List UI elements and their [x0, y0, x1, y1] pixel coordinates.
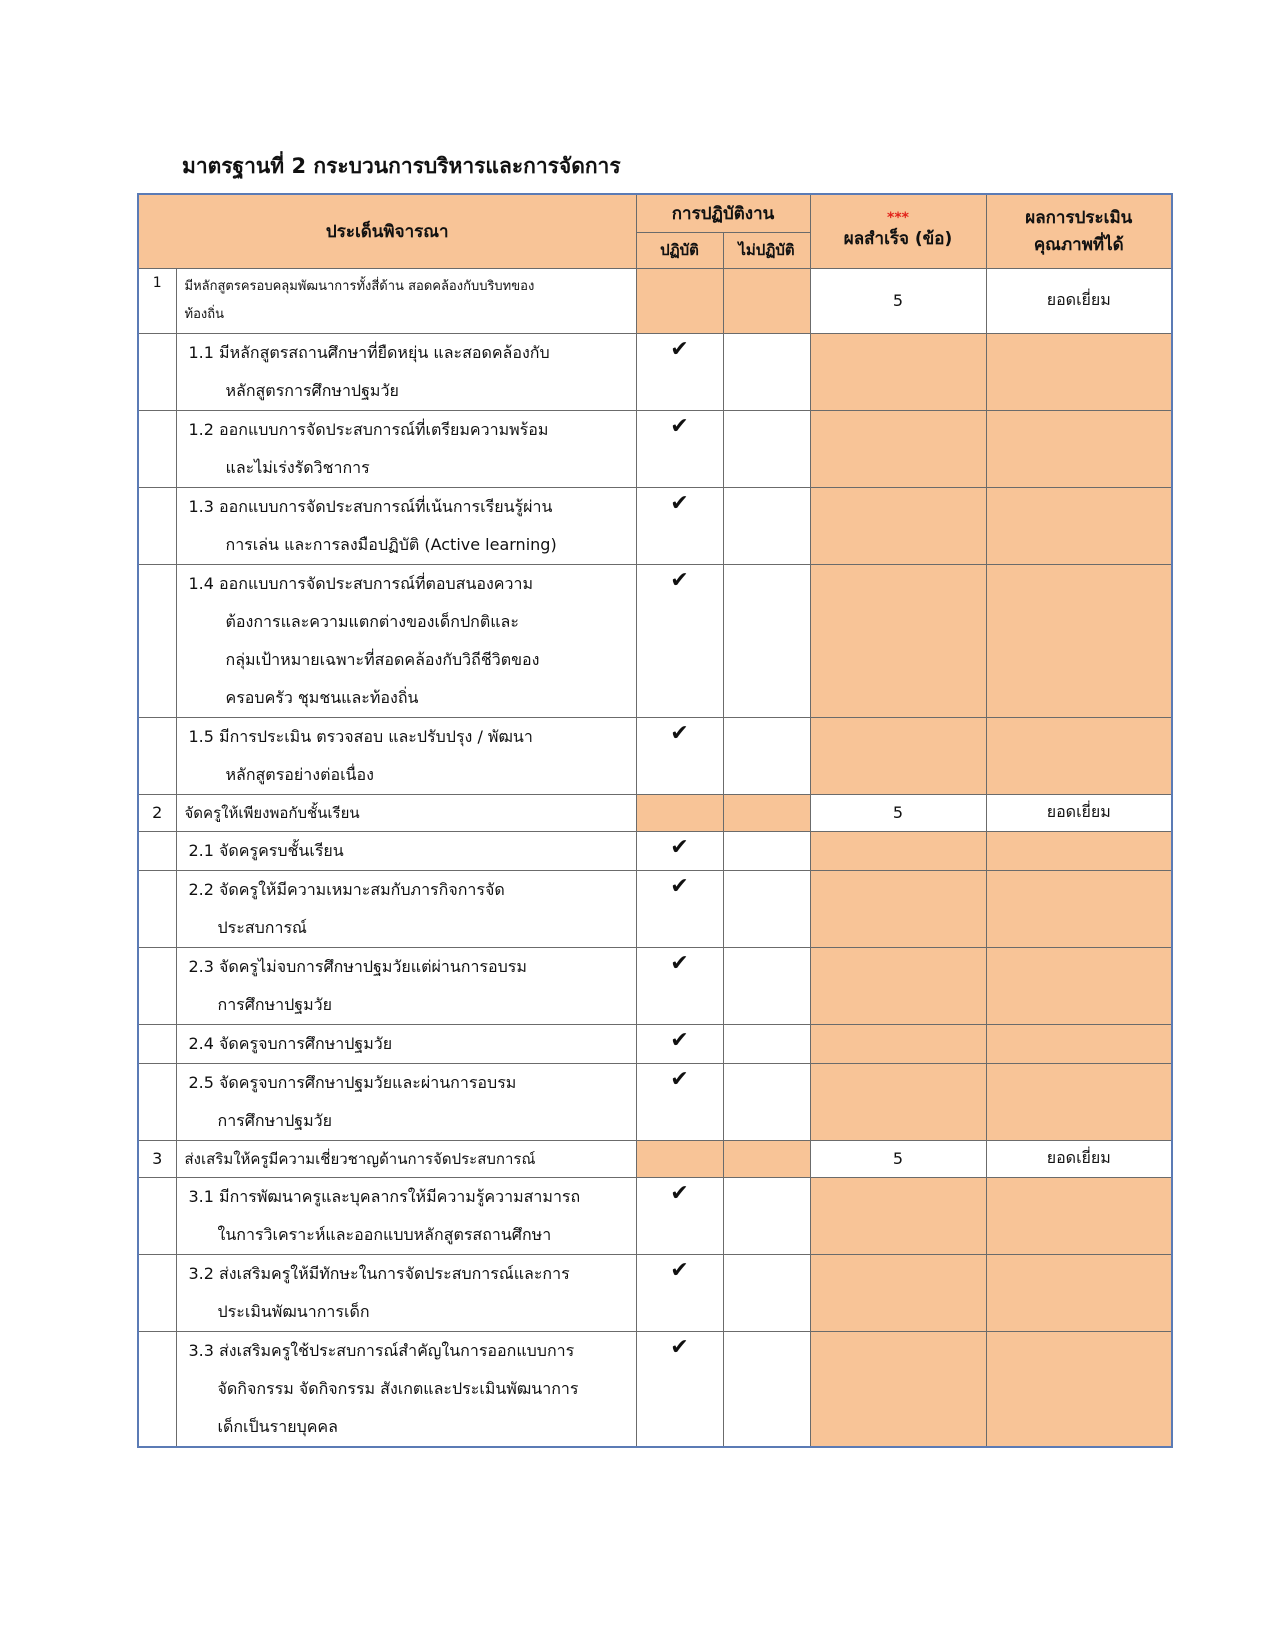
not-practice-cell — [723, 564, 810, 717]
check-mark-icon: ✔ — [636, 1254, 723, 1331]
section-number: 1 — [138, 268, 176, 333]
item-text — [176, 1331, 636, 1447]
quality-cell — [986, 487, 1172, 564]
table-row-section — [138, 1140, 1172, 1177]
empty-number-cell — [138, 564, 176, 717]
item-text-line: การเล่น และการลงมือปฏิบัติ (Active learning) — [225, 534, 557, 554]
not-practice-cell — [723, 410, 810, 487]
item-text — [176, 870, 636, 947]
item-text-line: 3.1 มีการพัฒนาครูและบุคลากรให้มีความรู้ความสามารถ — [188, 1186, 581, 1206]
not-practice-cell — [723, 831, 810, 870]
result-value: 5 — [810, 794, 986, 831]
header-consider: ประเด็นพิจารณา — [138, 194, 636, 268]
not-practice-cell — [723, 870, 810, 947]
table-row-item — [138, 564, 1172, 717]
section-title — [176, 794, 636, 831]
result-cell — [810, 831, 986, 870]
practice-cell — [636, 794, 723, 831]
empty-number-cell — [138, 1063, 176, 1140]
result-cell — [810, 1331, 986, 1447]
check-mark-icon: ✔ — [636, 717, 723, 794]
empty-number-cell — [138, 1254, 176, 1331]
section-title-line: ท้องถิ่น — [184, 306, 224, 322]
empty-number-cell — [138, 831, 176, 870]
item-text-line: 1.4 ออกแบบการจัดประสบการณ์ที่ตอบสนองความ — [188, 573, 534, 593]
result-cell — [810, 1063, 986, 1140]
check-mark-icon: ✔ — [636, 410, 723, 487]
quality-cell — [986, 1177, 1172, 1254]
not-practice-cell — [723, 1063, 810, 1140]
check-mark-icon: ✔ — [636, 333, 723, 410]
item-text-line: 3.3 ส่งเสริมครูใช้ประสบการณ์สำคัญในการออกแบบการ — [188, 1340, 575, 1360]
result-cell — [810, 870, 986, 947]
quality-value: ยอดเยี่ยม — [986, 794, 1172, 831]
section-title-line: มีหลักสูตรครอบคลุมพัฒนาการทั้งสี่ด้าน สอดคล้องกับบริบทของ — [184, 278, 535, 294]
not-practice-cell — [723, 333, 810, 410]
evaluation-table — [137, 193, 1173, 1448]
table-row-item — [138, 1331, 1172, 1447]
header-quality-line2: คุณภาพที่ได้ — [1033, 235, 1124, 256]
result-cell — [810, 1177, 986, 1254]
quality-cell — [986, 831, 1172, 870]
not-practice-cell — [723, 487, 810, 564]
header-quality-line1: ผลการประเมิน — [1025, 208, 1133, 229]
table-row-item — [138, 1254, 1172, 1331]
empty-number-cell — [138, 1024, 176, 1063]
not-practice-cell — [723, 794, 810, 831]
practice-cell — [636, 268, 723, 333]
empty-number-cell — [138, 947, 176, 1024]
table-body — [138, 268, 1172, 1447]
not-practice-cell — [723, 947, 810, 1024]
empty-number-cell — [138, 717, 176, 794]
header-stars: *** — [887, 209, 909, 226]
item-text-line: หลักสูตรการศึกษาปฐมวัย — [225, 380, 399, 400]
not-practice-cell — [723, 1140, 810, 1177]
table-row-item — [138, 333, 1172, 410]
item-text-line: 3.2 ส่งเสริมครูให้มีทักษะในการจัดประสบการณ์และการ — [188, 1263, 570, 1283]
check-mark-icon: ✔ — [636, 870, 723, 947]
item-text-line: 1.1 มีหลักสูตรสถานศึกษาที่ยืดหยุ่น และสอดคล้องกับ — [188, 342, 550, 362]
empty-number-cell — [138, 1331, 176, 1447]
item-text-line: หลักสูตรอย่างต่อเนื่อง — [225, 764, 374, 784]
not-practice-cell — [723, 268, 810, 333]
item-text — [176, 487, 636, 564]
table-row-item — [138, 947, 1172, 1024]
table-row-item — [138, 487, 1172, 564]
item-text — [176, 1254, 636, 1331]
section-title — [176, 1140, 636, 1177]
item-text-line: เด็กเป็นรายบุคคล — [217, 1416, 338, 1436]
item-text-line: ต้องการและความแตกต่างของเด็กปกติและ — [225, 611, 519, 631]
item-text-line: การศึกษาปฐมวัย — [217, 1110, 333, 1130]
result-cell — [810, 947, 986, 1024]
item-text-line: 1.2 ออกแบบการจัดประสบการณ์ที่เตรียมความพร้อม — [188, 419, 549, 439]
table-row-item — [138, 717, 1172, 794]
item-text-line: 1.5 มีการประเมิน ตรวจสอบ และปรับปรุง / พัฒนา — [188, 726, 533, 746]
item-text-line: และไม่เร่งรัดวิชาการ — [225, 457, 370, 477]
result-cell — [810, 1024, 986, 1063]
item-text — [176, 1024, 636, 1063]
quality-cell — [986, 870, 1172, 947]
quality-cell — [986, 1063, 1172, 1140]
table-row-item — [138, 1177, 1172, 1254]
section-number: 2 — [138, 794, 176, 831]
item-text-line: 2.2 จัดครูให้มีความเหมาะสมกับภารกิจการจัด — [188, 879, 505, 899]
quality-cell — [986, 333, 1172, 410]
empty-number-cell — [138, 1177, 176, 1254]
not-practice-cell — [723, 1177, 810, 1254]
check-mark-icon: ✔ — [636, 1331, 723, 1447]
result-cell — [810, 564, 986, 717]
item-text-line: การศึกษาปฐมวัย — [217, 994, 333, 1014]
result-cell — [810, 717, 986, 794]
empty-number-cell — [138, 487, 176, 564]
item-text-line: ประสบการณ์ — [217, 917, 307, 937]
item-text-line: กลุ่มเป้าหมายเฉพาะที่สอดคล้องกับวิถีชีวิตของ — [225, 649, 540, 669]
section-title — [176, 268, 636, 333]
empty-number-cell — [138, 333, 176, 410]
header-practice-group: การปฏิบัติงาน — [636, 194, 810, 232]
result-cell — [810, 333, 986, 410]
item-text-line: จัดกิจกรรม จัดกิจกรรม สังเกตและประเมินพัฒนาการ — [217, 1378, 579, 1398]
section-title-line: ส่งเสริมให้ครูมีความเชี่ยวชาญด้านการจัดประสบการณ์ — [184, 1149, 536, 1168]
result-value: 5 — [810, 1140, 986, 1177]
quality-cell — [986, 717, 1172, 794]
quality-cell — [986, 1254, 1172, 1331]
item-text — [176, 410, 636, 487]
practice-cell — [636, 1140, 723, 1177]
check-mark-icon: ✔ — [636, 1177, 723, 1254]
table-row-section — [138, 794, 1172, 831]
item-text-line: 2.5 จัดครูจบการศึกษาปฐมวัยและผ่านการอบรม — [188, 1072, 517, 1092]
result-cell — [810, 487, 986, 564]
result-value: 5 — [810, 268, 986, 333]
item-text — [176, 1177, 636, 1254]
not-practice-cell — [723, 717, 810, 794]
header-practice: ปฏิบัติ — [636, 232, 723, 268]
empty-number-cell — [138, 410, 176, 487]
check-mark-icon: ✔ — [636, 487, 723, 564]
item-text-line: 2.3 จัดครูไม่จบการศึกษาปฐมวัยแต่ผ่านการอบรม — [188, 956, 527, 976]
table-row-item — [138, 831, 1172, 870]
result-cell — [810, 410, 986, 487]
result-cell — [810, 1254, 986, 1331]
item-text — [176, 564, 636, 717]
item-text — [176, 947, 636, 1024]
item-text — [176, 717, 636, 794]
item-text — [176, 1063, 636, 1140]
quality-value: ยอดเยี่ยม — [986, 268, 1172, 333]
not-practice-cell — [723, 1024, 810, 1063]
item-text — [176, 333, 636, 410]
section-number: 3 — [138, 1140, 176, 1177]
quality-value: ยอดเยี่ยม — [986, 1140, 1172, 1177]
quality-cell — [986, 564, 1172, 717]
item-text-line: ครอบครัว ชุมชนและท้องถิ่น — [225, 687, 419, 707]
section-title-line: จัดครูให้เพียงพอกับชั้นเรียน — [184, 803, 360, 822]
quality-cell — [986, 410, 1172, 487]
table-row-item — [138, 1063, 1172, 1140]
table-row-item — [138, 410, 1172, 487]
table-row-section — [138, 268, 1172, 333]
check-mark-icon: ✔ — [636, 1063, 723, 1140]
quality-cell — [986, 1331, 1172, 1447]
item-text-line: 2.4 จัดครูจบการศึกษาปฐมวัย — [188, 1033, 393, 1053]
item-text-line: 2.1 จัดครูครบชั้นเรียน — [188, 840, 344, 860]
not-practice-cell — [723, 1254, 810, 1331]
table-row-item — [138, 1024, 1172, 1063]
check-mark-icon: ✔ — [636, 947, 723, 1024]
check-mark-icon: ✔ — [636, 564, 723, 717]
item-text-line: ในการวิเคราะห์และออกแบบหลักสูตรสถานศึกษา — [217, 1224, 552, 1244]
item-text-line: 1.3 ออกแบบการจัดประสบการณ์ที่เน้นการเรียนรู้ผ่าน — [188, 496, 553, 516]
item-text — [176, 831, 636, 870]
check-mark-icon: ✔ — [636, 831, 723, 870]
not-practice-cell — [723, 1331, 810, 1447]
header-result — [810, 194, 986, 268]
item-text-line: ประเมินพัฒนาการเด็ก — [217, 1301, 370, 1321]
quality-cell — [986, 947, 1172, 1024]
header-quality — [986, 194, 1172, 268]
header-result-label: ผลสำเร็จ (ข้อ) — [843, 228, 953, 249]
page-title: มาตรฐานที่ 2 กระบวนการบริหารและการจัดการ — [182, 154, 621, 178]
header-not-practice: ไม่ปฏิบัติ — [723, 232, 810, 268]
empty-number-cell — [138, 870, 176, 947]
table-row-item — [138, 870, 1172, 947]
check-mark-icon: ✔ — [636, 1024, 723, 1063]
quality-cell — [986, 1024, 1172, 1063]
